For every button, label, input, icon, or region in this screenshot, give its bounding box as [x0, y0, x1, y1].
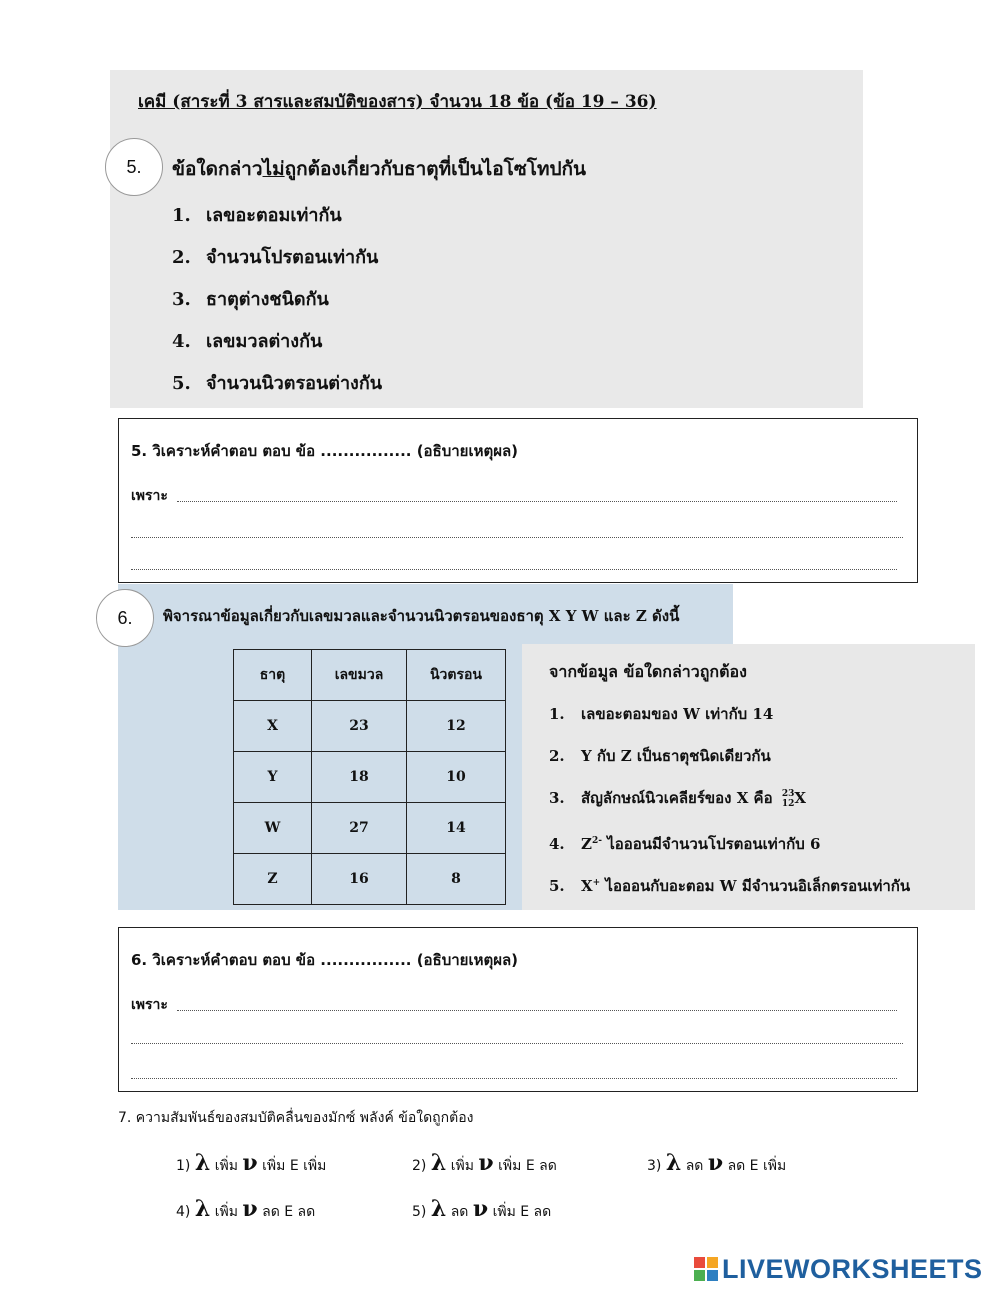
answer-6-line-1[interactable]: [177, 1010, 897, 1011]
q6-option-5: 5. X+ ไอออนกับอะตอม W มีจำนวนอิเล็กตรอนเท่ากัน: [549, 877, 911, 895]
question-6-number-badge: 6.: [96, 589, 154, 647]
element-data-table: [233, 649, 506, 905]
q7-option-5[interactable]: 5) λ ลด ν เพิ่ม E ลด: [412, 1196, 552, 1222]
q7-option-1[interactable]: 1) λ เพิ่ม ν เพิ่ม E เพิ่ม: [176, 1150, 327, 1176]
table-cell: Z: [234, 854, 312, 905]
nuclear-notation-numbers: 23 12: [781, 789, 795, 809]
table-cell: 8: [407, 854, 506, 905]
answer-box-6[interactable]: [118, 927, 918, 1092]
q7-option-4[interactable]: 4) λ เพิ่ม ν ลด E ลด: [176, 1196, 316, 1222]
answer-5-line-1[interactable]: [177, 501, 897, 502]
answer-box-5[interactable]: [118, 418, 918, 583]
table-row: [234, 752, 506, 803]
lambda-symbol: λ: [665, 1150, 682, 1176]
table-cell: 16: [312, 854, 407, 905]
question-5-number-badge: 5.: [105, 138, 163, 196]
table-cell: Y: [234, 752, 312, 803]
answer-6-title: 6. วิเคราะห์คำตอบ ตอบ ข้อ ................ (อธิบายเหตุผล): [131, 951, 519, 969]
table-cell: 12: [407, 701, 506, 752]
q5-option-3: 3. ธาตุต่างชนิดกัน: [172, 289, 329, 310]
q5-option-2: 2. จำนวนโปรตอนเท่ากัน: [172, 247, 379, 268]
table-header: นิวตรอน: [407, 650, 506, 701]
table-header: ธาตุ: [234, 650, 312, 701]
answer-6-line-2[interactable]: [131, 1043, 903, 1044]
table-row: [234, 854, 506, 905]
nu-symbol: ν: [472, 1196, 489, 1222]
lambda-symbol: λ: [430, 1196, 447, 1222]
question-5-text: ข้อใดกล่าวไม่ถูกต้องเกี่ยวกับธาตุที่เป็นไอโซโทปกัน: [172, 158, 587, 180]
q5-option-1: 1. เลขอะตอมเท่ากัน: [172, 205, 342, 226]
table-row: [234, 803, 506, 854]
q6-option-1: 1. เลขอะตอมของ W เท่ากับ 14: [549, 705, 774, 723]
table-cell: 10: [407, 752, 506, 803]
q6-option-3: 3. สัญลักษณ์นิวเคลียร์ของ X คือ 23 12X: [549, 789, 807, 809]
table-cell: W: [234, 803, 312, 854]
question-6-lead: จากข้อมูล ข้อใดกล่าวถูกต้อง: [549, 662, 747, 681]
q7-option-2[interactable]: 2) λ เพิ่ม ν เพิ่ม E ลด: [412, 1150, 557, 1176]
table-header: เลขมวล: [312, 650, 407, 701]
table-cell: 18: [312, 752, 407, 803]
table-row: [234, 701, 506, 752]
q5-option-4: 4. เลขมวลต่างกัน: [172, 331, 323, 352]
answer-5-line-3[interactable]: [131, 569, 897, 570]
chemistry-section-header: เคมี (สาระที่ 3 สารและสมบัติของสาร) จำนวน 18 ข้อ (ข้อ 19 – 36): [138, 92, 657, 112]
question-6-options-scan: [522, 644, 975, 910]
q7-option-3[interactable]: 3) λ ลด ν ลด E เพิ่ม: [647, 1150, 787, 1176]
answer-5-line-2[interactable]: [131, 537, 903, 538]
answer-6-because-label: เพราะ: [131, 997, 168, 1013]
nu-symbol: ν: [707, 1150, 724, 1176]
logo-text: LIVEWORKSHEETS: [722, 1253, 983, 1284]
nu-symbol: ν: [478, 1150, 494, 1176]
logo-grid-icon: [694, 1257, 718, 1281]
table-header-row: [234, 650, 506, 701]
q6-option-4: 4. $Z^{2-}$ ไอออนมีจำนวนโปรตอนเท่ากับ 6: [549, 835, 821, 853]
lambda-symbol: λ: [194, 1196, 211, 1222]
table-cell: X: [234, 701, 312, 752]
table-cell: 14: [407, 803, 506, 854]
nu-symbol: ν: [242, 1196, 258, 1222]
question-7-text: 7. ความสัมพันธ์ของสมบัติคลื่นของมักซ์ พลังค์ ข้อใดถูกต้อง: [118, 1110, 474, 1126]
question-5-scan: [110, 70, 863, 408]
lambda-symbol: λ: [430, 1150, 447, 1176]
table-cell: 23: [312, 701, 407, 752]
lambda-symbol: λ: [194, 1150, 211, 1176]
answer-5-title: 5. วิเคราะห์คำตอบ ตอบ ข้อ ................ (อธิบายเหตุผล): [131, 442, 519, 460]
answer-6-line-3[interactable]: [131, 1078, 897, 1079]
question-6-text: พิจารณาข้อมูลเกี่ยวกับเลขมวลและจำนวนนิวตรอนของธาตุ X Y W และ Z ดังนี้: [163, 607, 680, 625]
q5-option-5: 5. จำนวนนิวตรอนต่างกัน: [172, 373, 383, 394]
liveworksheets-logo: [694, 1254, 983, 1284]
q6-option-2: 2. Y กับ Z เป็นธาตุชนิดเดียวกัน: [549, 747, 771, 765]
nu-symbol: ν: [242, 1150, 258, 1176]
table-cell: 27: [312, 803, 407, 854]
answer-5-because-label: เพราะ: [131, 488, 168, 504]
